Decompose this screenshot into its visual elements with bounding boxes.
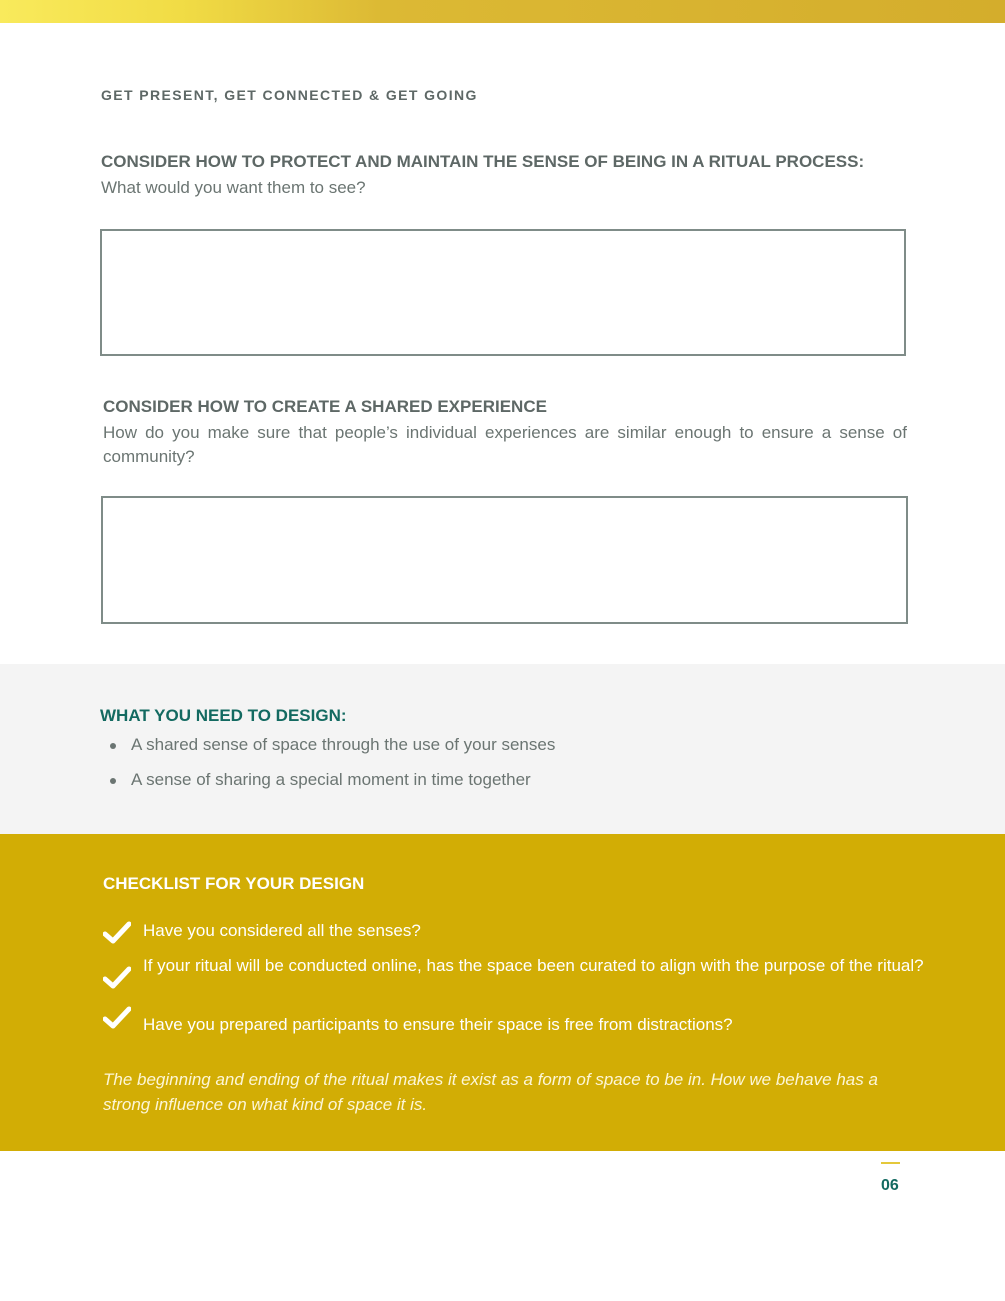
list-item bbox=[108, 733, 555, 768]
list-item-text: A shared sense of space through the use of your senses bbox=[131, 735, 556, 754]
checklist-item-text: Have you prepared participants to ensure their space is free from distractions? bbox=[143, 1015, 733, 1034]
design-section-title: WHAT YOU NEED TO DESIGN: bbox=[100, 706, 347, 725]
bullet-icon bbox=[110, 778, 116, 784]
checkmark-icon bbox=[103, 966, 131, 990]
top-accent-bar bbox=[0, 0, 1005, 23]
closing-quote: The beginning and ending of the ritual makes it exist as a form of space to be in. How we behave has a strong influence on what kind of space it is. bbox=[103, 1070, 878, 1114]
page-number: 06 bbox=[881, 1177, 899, 1194]
question-2-answer-box[interactable] bbox=[101, 496, 908, 624]
checklist-title: CHECKLIST FOR YOUR DESIGN bbox=[103, 874, 365, 893]
page-number-dash bbox=[881, 1162, 900, 1164]
question-1-answer-box[interactable] bbox=[100, 229, 906, 356]
question-2-body: How do you make sure that people’s individual experiences are similar enough to ensure a sense of community? bbox=[103, 423, 907, 466]
question-1-title: CONSIDER HOW TO PROTECT AND MAINTAIN THE SENSE OF BEING IN A RITUAL PROCESS: bbox=[101, 152, 865, 171]
checklist-item-text: Have you considered all the senses? bbox=[143, 921, 421, 940]
design-list bbox=[108, 733, 555, 803]
list-item-text: A sense of sharing a special moment in time together bbox=[131, 770, 531, 789]
section-eyebrow: GET PRESENT, GET CONNECTED & GET GOING bbox=[101, 87, 478, 103]
question-1-body: What would you want them to see? bbox=[101, 178, 366, 197]
checklist-item-text: If your ritual will be conducted online, has the space been curated to align with the purpose of the ritual? bbox=[143, 956, 924, 975]
checkmark-icon bbox=[103, 921, 131, 945]
checkmark-icon bbox=[103, 1006, 131, 1030]
question-2-title: CONSIDER HOW TO CREATE A SHARED EXPERIENCE bbox=[103, 397, 547, 416]
list-item bbox=[108, 768, 555, 803]
bullet-icon bbox=[110, 743, 116, 749]
